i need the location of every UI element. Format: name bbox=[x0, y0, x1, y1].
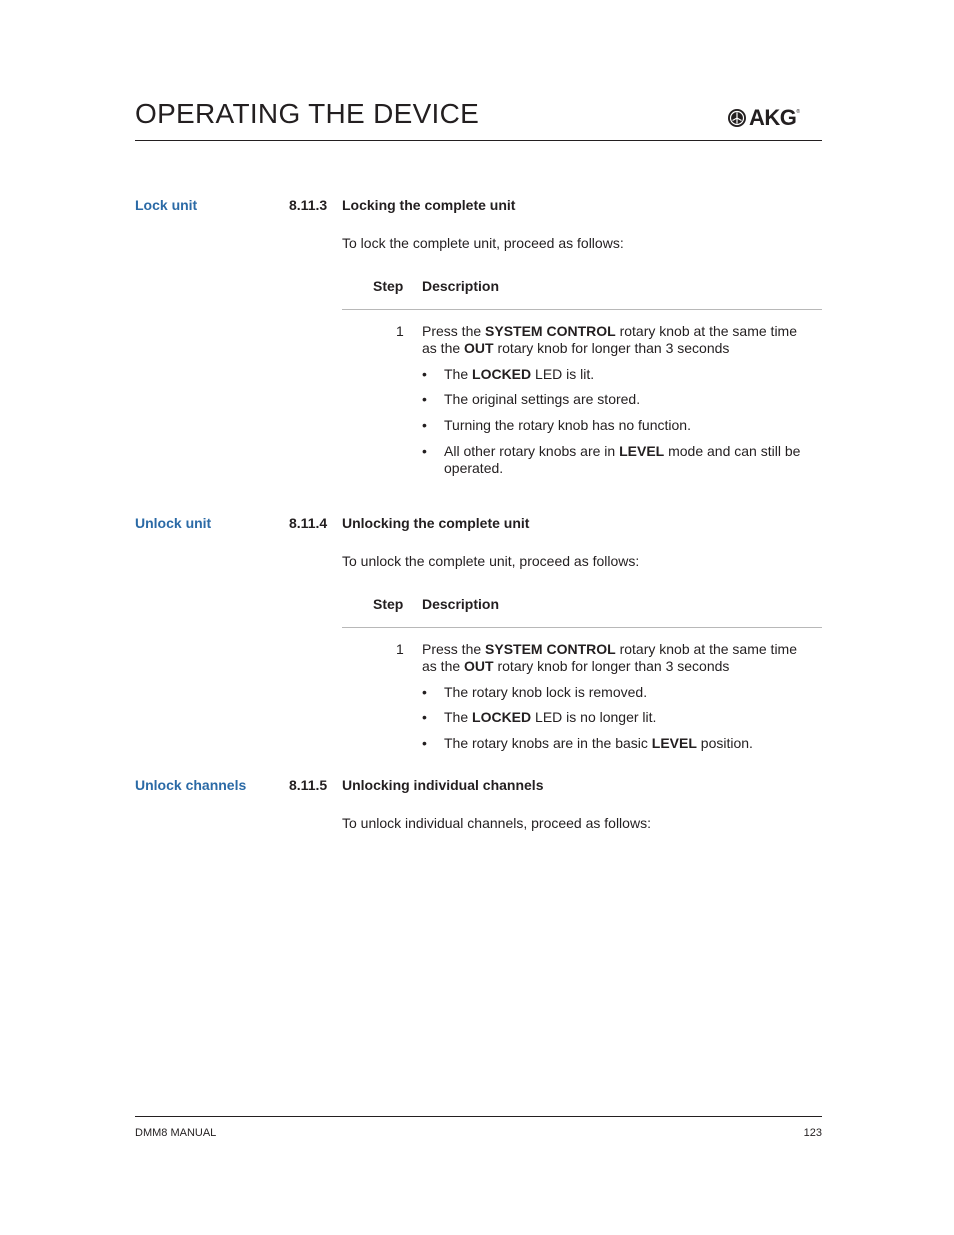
section-intro: To unlock the complete unit, proceed as follows: bbox=[342, 553, 640, 569]
table-header-description: Description bbox=[422, 278, 500, 294]
section-intro: To lock the complete unit, proceed as follows: bbox=[342, 235, 624, 251]
footer-rule bbox=[135, 1116, 822, 1117]
list-item: Turning the rotary knob has no function. bbox=[444, 417, 691, 433]
section-title: Locking the complete unit bbox=[342, 197, 516, 213]
akg-logo bbox=[727, 106, 800, 130]
table-header-step: Step bbox=[373, 596, 404, 612]
list-item: The rotary knob lock is removed. bbox=[444, 684, 648, 700]
bullet-glyph: • bbox=[422, 417, 427, 433]
table-header-description: Description bbox=[422, 596, 500, 612]
footer-manual-name: DMM8 MANUAL bbox=[135, 1127, 217, 1139]
page-title: OPERATING THE DEVICE bbox=[135, 98, 480, 129]
section-title: Unlocking individual channels bbox=[342, 777, 544, 793]
side-label-unlock-unit: Unlock unit bbox=[135, 515, 212, 531]
list-item: The rotary knobs are in the basic LEVEL position. bbox=[444, 735, 753, 751]
akg-emblem-icon bbox=[727, 108, 747, 128]
section-number: 8.11.3 bbox=[289, 197, 328, 213]
list-item: The LOCKED LED is no longer lit. bbox=[444, 709, 657, 725]
step-description: Press the SYSTEM CONTROL rotary knob at the same time as the OUT rotary knob for longer than 3 seconds bbox=[422, 641, 798, 674]
bullet-glyph: • bbox=[422, 709, 427, 725]
logo-trademark: ® bbox=[796, 109, 801, 115]
list-item: The original settings are stored. bbox=[444, 391, 641, 407]
list-item: The LOCKED LED is lit. bbox=[444, 366, 595, 382]
table-header-step: Step bbox=[373, 278, 404, 294]
bullet-glyph: • bbox=[422, 735, 427, 751]
bullet-glyph: • bbox=[422, 391, 427, 407]
section-number: 8.11.4 bbox=[289, 515, 328, 531]
bullet-glyph: • bbox=[422, 443, 427, 459]
list-item: All other rotary knobs are in LEVEL mode and can still be operated. bbox=[444, 443, 801, 476]
logo-wordmark: AKG bbox=[749, 105, 797, 130]
section-number: 8.11.5 bbox=[289, 777, 328, 793]
step-number: 1 bbox=[396, 323, 404, 339]
section-title: Unlocking the complete unit bbox=[342, 515, 530, 531]
step-description: Press the SYSTEM CONTROL rotary knob at the same time as the OUT rotary knob for longer than 3 seconds bbox=[422, 323, 798, 356]
bullet-glyph: • bbox=[422, 684, 427, 700]
page-number: 123 bbox=[803, 1127, 822, 1139]
side-label-lock-unit: Lock unit bbox=[135, 197, 198, 213]
side-label-unlock-channels: Unlock channels bbox=[135, 777, 247, 793]
table-rule bbox=[342, 627, 822, 628]
header-rule bbox=[135, 140, 822, 141]
bullet-glyph: • bbox=[422, 366, 427, 382]
section-intro: To unlock individual channels, proceed as follows: bbox=[342, 815, 651, 831]
step-number: 1 bbox=[396, 641, 404, 657]
table-rule bbox=[342, 309, 822, 310]
